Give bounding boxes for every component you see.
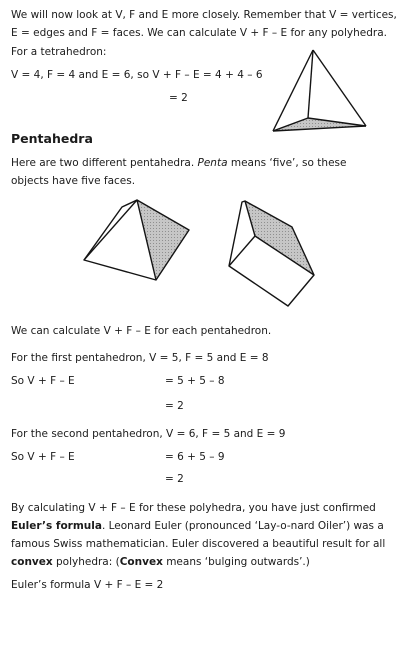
pyramid-shaded-face — [137, 200, 189, 280]
conclusion-line-2: Euler’s formula. Leonard Euler (pronounced ‘Lay-o-nard Oiler’) was a — [11, 520, 384, 532]
first-pentahedron-figure — [84, 200, 189, 280]
second-expression-value: = 6 + 5 – 9 — [165, 451, 225, 463]
calc-intro: We can calculate V + F – E for each pentahedron. — [11, 325, 272, 337]
first-expression-label: So V + F – E — [11, 375, 75, 387]
second-expression-label: So V + F – E — [11, 451, 75, 463]
conclusion-line-3: famous Swiss mathematician. Euler discovered a beautiful result for all — [11, 538, 386, 550]
pentahedra-intro-line-2: objects have five faces. — [11, 175, 136, 187]
second-pentahedron-figure — [229, 201, 314, 306]
intro-line-1: We will now look at V, F and E more closely. Remember that V = vertices, — [11, 9, 397, 21]
prism-shaded-face — [245, 201, 314, 275]
conclusion-line-1: By calculating V + F – E for these polyhedra, you have just confirmed — [11, 502, 376, 514]
pentahedra-intro-line-1: Here are two different pentahedra. Penta means ‘five’, so these — [11, 157, 347, 169]
intro-line-2: E = edges and F = faces. We can calculate V + F – E for any polyhedra. — [11, 27, 387, 39]
first-expression-value: = 5 + 5 – 8 — [165, 375, 225, 387]
tetrahedron-result: = 2 — [169, 92, 188, 104]
conclusion-line-4: convex polyhedra: (Convex means ‘bulging outwards’.) — [11, 556, 310, 568]
second-result: = 2 — [165, 473, 184, 485]
euler-formula: Euler’s formula V + F – E = 2 — [11, 579, 164, 591]
tetrahedron-calc: V = 4, F = 4 and E = 6, so V + F – E = 4 + 4 – 6 — [11, 69, 263, 81]
section-heading: Pentahedra — [11, 131, 93, 146]
intro-line-3: For a tetrahedron: — [11, 46, 107, 58]
tetrahedron-figure — [273, 50, 366, 131]
first-result: = 2 — [165, 400, 184, 412]
first-pentahedron-values: For the first pentahedron, V = 5, F = 5 and E = 8 — [11, 352, 269, 364]
second-pentahedron-values: For the second pentahedron, V = 6, F = 5 and E = 9 — [11, 428, 286, 440]
